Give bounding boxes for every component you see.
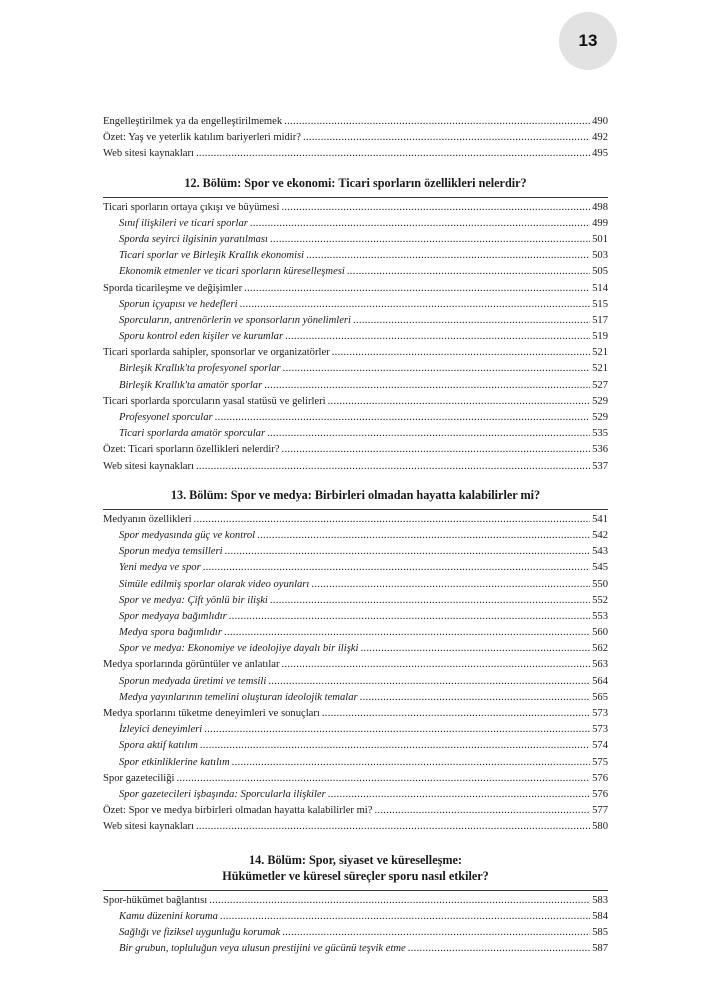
- toc-entry[interactable]: [103, 281, 608, 297]
- entry-page-number: 529: [592, 395, 608, 407]
- entry-page-number: 573: [592, 708, 608, 719]
- entry-page-number: 552: [592, 594, 608, 606]
- entry-page-number: 503: [592, 250, 608, 262]
- entry-page-number: 498: [592, 201, 608, 213]
- entry-title: Web sitesi kaynakları: [103, 821, 194, 833]
- entry-page-number: 576: [592, 772, 608, 784]
- chapter-heading: [103, 175, 608, 198]
- dot-leader: [194, 512, 591, 528]
- entry-page-number: 535: [592, 428, 608, 440]
- entry-page-number: 562: [592, 643, 608, 655]
- dot-leader: [232, 755, 590, 771]
- entry-title: Simüle edilmiş sporlar olarak video oyunları: [119, 578, 310, 590]
- entry-title: Yeni medya ve spor: [119, 562, 201, 574]
- entry-title: Medyanın özellikleri: [103, 513, 192, 525]
- entry-page-number: 577: [592, 805, 608, 817]
- entry-title: Spor etkinliklerine katılım: [119, 756, 230, 768]
- entry-title: Spor gazetecileri işbaşında: Sporcularla ilişkiler: [119, 788, 326, 800]
- dot-leader: [229, 609, 590, 625]
- entry-page-number: 536: [592, 444, 608, 456]
- toc-section: [103, 487, 608, 836]
- entry-title: Kamu düzenini koruma: [119, 910, 218, 922]
- toc-entry[interactable]: [103, 200, 608, 216]
- toc-entry[interactable]: [103, 130, 608, 146]
- toc-subentry[interactable]: [103, 609, 608, 625]
- dot-leader: [347, 264, 590, 280]
- chapter-heading-line: Hükümetler ve küresel süreçler sporu nasıl etkiler?: [103, 868, 608, 891]
- entry-title: Sporun medya temsilleri: [119, 546, 223, 558]
- entry-page-number: 517: [592, 314, 608, 326]
- entry-title: Sporcuların, antrenörlerin ve sponsorların yönelimleri: [119, 314, 351, 326]
- entry-title: Birleşik Krallık'ta profesyonel sporlar: [119, 363, 281, 375]
- dot-leader: [220, 909, 590, 925]
- entry-title: Ticari sporlarda sporcuların yasal statüsü ve gelirleri: [103, 395, 326, 407]
- entry-page-number: 501: [592, 233, 608, 245]
- dot-leader: [225, 544, 591, 560]
- entry-page-number: 543: [592, 546, 608, 558]
- dot-leader: [267, 426, 590, 442]
- dot-leader: [360, 641, 590, 657]
- dot-leader: [282, 657, 591, 673]
- entry-title: Sporda ticarileşme ve değişimler: [103, 282, 243, 294]
- dot-leader: [408, 941, 590, 957]
- toc-subentry[interactable]: [103, 313, 608, 329]
- toc-entry[interactable]: [103, 114, 608, 130]
- entry-title: Ticari sporlarda sahipler, sponsorlar ve organizatörler: [103, 347, 330, 359]
- dot-leader: [250, 216, 590, 232]
- toc-subentry[interactable]: [103, 755, 608, 771]
- toc-entry[interactable]: [103, 771, 608, 787]
- dot-leader: [306, 248, 590, 264]
- toc-subentry[interactable]: [103, 426, 608, 442]
- toc-subentry[interactable]: [103, 528, 608, 544]
- entry-title: Ticari sporların ortaya çıkışı ve büyümesi: [103, 201, 280, 213]
- page-number-badge: [559, 12, 617, 70]
- entry-title: Ticari sporlar ve Birleşik Krallık ekonomisi: [119, 250, 305, 262]
- entry-page-number: 550: [592, 578, 608, 590]
- entry-title: Medya yayınlarının temelini oluşturan ideolojik temalar: [119, 691, 358, 703]
- entry-page-number: 519: [592, 331, 608, 343]
- chapter-heading-line: 13. Bölüm: Spor ve medya: Birbirleri olmadan hayatta kalabilirler mi?: [103, 487, 608, 510]
- toc-subentry[interactable]: [103, 625, 608, 641]
- entry-page-number: 537: [592, 460, 608, 472]
- dot-leader: [282, 925, 590, 941]
- dot-leader: [244, 281, 590, 297]
- entry-page-number: 583: [592, 894, 608, 906]
- entry-title: Sporun içyapısı ve hedefleri: [119, 298, 238, 310]
- entry-title: Sağlığı ve fiziksel uygunluğu korumak: [119, 926, 281, 938]
- entry-page-number: 587: [592, 943, 608, 955]
- chapter-heading: [103, 487, 608, 510]
- entry-page-number: 515: [592, 298, 608, 310]
- entry-title: Özet: Spor ve medya birbirleri olmadan hayatta kalabilirler mi?: [103, 805, 373, 817]
- toc-entry[interactable]: [103, 345, 608, 361]
- toc-subentry[interactable]: [103, 577, 608, 593]
- entry-page-number: 563: [592, 659, 608, 671]
- toc-subentry[interactable]: [103, 410, 608, 426]
- entry-page-number: 564: [592, 675, 608, 687]
- toc-subentry[interactable]: [103, 722, 608, 738]
- entry-title: Medya spora bağımlıdır: [119, 627, 222, 639]
- toc-subentry[interactable]: [103, 232, 608, 248]
- toc-section: [103, 175, 608, 475]
- toc-subentry[interactable]: [103, 674, 608, 690]
- toc-subentry[interactable]: [103, 593, 608, 609]
- toc-subentry[interactable]: [103, 909, 608, 925]
- entry-title: Sporu kontrol eden kişiler ve kurumlar: [119, 331, 284, 343]
- entry-title: Web sitesi kaynakları: [103, 148, 194, 160]
- entry-title: Spor-hükümet bağlantısı: [103, 894, 208, 906]
- toc-subentry[interactable]: [103, 216, 608, 232]
- toc-entry[interactable]: [103, 819, 608, 835]
- toc-entry[interactable]: [103, 394, 608, 410]
- dot-leader: [285, 329, 590, 345]
- toc-subentry[interactable]: [103, 941, 608, 957]
- entry-title: Spora aktif katılım: [119, 740, 198, 752]
- dot-leader: [282, 442, 591, 458]
- entry-page-number: 585: [592, 926, 608, 938]
- toc-section: [103, 852, 608, 958]
- dot-leader: [303, 130, 590, 146]
- dot-leader: [281, 200, 590, 216]
- toc-subentry[interactable]: [103, 560, 608, 576]
- dot-leader: [196, 819, 590, 835]
- dot-leader: [203, 560, 590, 576]
- entry-title: Engelleştirilmek ya da engelleştirilmemek: [103, 116, 283, 127]
- dot-leader: [224, 625, 590, 641]
- entry-page-number: 499: [592, 217, 608, 229]
- dot-leader: [322, 706, 590, 722]
- entry-page-number: 575: [592, 756, 608, 768]
- entry-title: Web sitesi kaynakları: [103, 460, 194, 472]
- dot-leader: [268, 674, 590, 690]
- entry-page-number: 495: [592, 148, 608, 160]
- entry-page-number: 527: [592, 379, 608, 391]
- entry-page-number: 574: [592, 740, 608, 752]
- entry-title: İzleyici deneyimleri: [119, 724, 203, 736]
- toc-entry[interactable]: [103, 706, 608, 722]
- entry-page-number: 553: [592, 610, 608, 622]
- chapter-heading-line: 12. Bölüm: Spor ve ekonomi: Ticari sporların özellikleri nelerdir?: [103, 175, 608, 198]
- toc-entry[interactable]: [103, 512, 608, 528]
- entry-title: Profesyonel sporcular: [119, 412, 213, 423]
- toc-subentry[interactable]: [103, 925, 608, 941]
- dot-leader: [200, 738, 590, 754]
- entry-page-number: 573: [592, 724, 608, 736]
- toc-entry[interactable]: [103, 459, 608, 475]
- toc-subentry[interactable]: [103, 297, 608, 313]
- dot-leader: [257, 528, 590, 544]
- toc-entry[interactable]: [103, 442, 608, 458]
- entry-page-number: 505: [592, 266, 608, 278]
- entry-page-number: 521: [592, 363, 608, 375]
- dot-leader: [328, 787, 590, 803]
- entry-title: Spor medyaya bağımlıdır: [119, 610, 227, 622]
- chapter-heading-line: 14. Bölüm: Spor, siyaset ve küreselleşme:: [249, 852, 462, 867]
- dot-leader: [374, 803, 590, 819]
- entry-page-number: 542: [592, 529, 608, 541]
- dot-leader: [328, 394, 591, 410]
- dot-leader: [360, 690, 590, 706]
- entry-page-number: 565: [592, 691, 608, 703]
- entry-page-number: 545: [592, 562, 608, 574]
- entry-title: Sporda seyirci ilgisinin yaratılması: [119, 233, 268, 245]
- entry-title: Spor medyasında güç ve kontrol: [119, 529, 256, 541]
- entry-page-number: 560: [592, 627, 608, 639]
- toc-subentry[interactable]: [103, 329, 608, 345]
- toc-entry[interactable]: [103, 146, 608, 162]
- chapter-heading: [103, 852, 608, 891]
- entry-title: Birleşik Krallık'ta amatör sporlar: [119, 379, 263, 391]
- toc-subentry[interactable]: [103, 641, 608, 657]
- toc-subentry[interactable]: [103, 361, 608, 377]
- toc-section: [103, 114, 608, 163]
- entry-title: Spor gazeteciliği: [103, 772, 175, 784]
- toc-entry[interactable]: [103, 803, 608, 819]
- toc-subentry[interactable]: [103, 264, 608, 280]
- dot-leader: [204, 722, 590, 738]
- toc-entry[interactable]: [103, 893, 608, 909]
- entry-title: Bir grubun, topluluğun veya ulusun prestijini ve gücünü teşvik etme: [119, 943, 406, 955]
- toc-subentry[interactable]: [103, 787, 608, 803]
- dot-leader: [284, 114, 590, 130]
- entry-title: Ekonomik etmenler ve ticari sporların küreselleşmesi: [119, 266, 345, 278]
- table-of-contents: [103, 114, 608, 957]
- entry-page-number: 584: [592, 910, 608, 922]
- entry-title: Spor ve medya: Çift yönlü bir ilişki: [119, 594, 268, 606]
- entry-page-number: 521: [592, 347, 608, 359]
- dot-leader: [215, 410, 590, 426]
- toc-subentry[interactable]: [103, 248, 608, 264]
- entry-title: Spor ve medya: Ekonomiye ve ideolojiye dayalı bir ilişki: [119, 643, 359, 655]
- entry-title: Medya sporlarını tüketme deneyimleri ve sonuçları: [103, 708, 320, 719]
- entry-page-number: 541: [592, 513, 608, 525]
- entry-title: Özet: Ticari sporların özellikleri nelerdir?: [103, 444, 280, 456]
- entry-page-number: 514: [592, 282, 608, 294]
- toc-subentry[interactable]: [103, 738, 608, 754]
- toc-subentry[interactable]: [103, 544, 608, 560]
- dot-leader: [240, 297, 591, 313]
- entry-title: Medya sporlarında görüntüler ve anlatılar: [103, 659, 280, 671]
- dot-leader: [283, 361, 590, 377]
- dot-leader: [196, 146, 590, 162]
- toc-entry[interactable]: [103, 657, 608, 673]
- entry-title: Sınıf ilişkileri ve ticari sporlar: [119, 217, 248, 229]
- dot-leader: [209, 893, 590, 909]
- dot-leader: [332, 345, 590, 361]
- entry-page-number: 529: [592, 412, 608, 423]
- entry-title: Ticari sporlarda amatör sporcular: [119, 428, 266, 440]
- dot-leader: [270, 593, 590, 609]
- dot-leader: [270, 232, 590, 248]
- entry-page-number: 580: [592, 821, 608, 833]
- entry-page-number: 492: [592, 132, 608, 144]
- entry-page-number: 576: [592, 788, 608, 800]
- dot-leader: [264, 378, 590, 394]
- dot-leader: [311, 577, 590, 593]
- toc-subentry[interactable]: [103, 378, 608, 394]
- entry-title: Sporun medyada üretimi ve temsili: [119, 675, 267, 687]
- page-number: 13: [578, 31, 598, 50]
- dot-leader: [353, 313, 590, 329]
- entry-title: Özet: Yaş ve yeterlik katılım bariyerleri midir?: [103, 132, 301, 144]
- dot-leader: [196, 459, 590, 475]
- dot-leader: [176, 771, 590, 787]
- toc-subentry[interactable]: [103, 690, 608, 706]
- entry-page-number: 490: [592, 116, 608, 127]
